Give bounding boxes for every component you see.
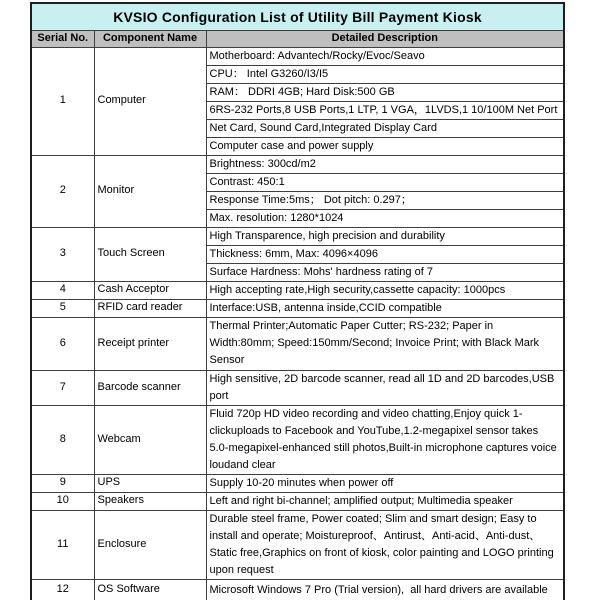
title-row [31,3,564,31]
component-cell: OS Software [94,579,206,600]
table-row [31,370,564,405]
serial-cell: 3 [31,227,94,281]
table-row [31,510,564,579]
detail-cell: CPU： Intel G3260/I3/I5 [206,65,564,83]
detail-cell: Max. resolution: 1280*1024 [206,209,564,227]
column-header-description: Detailed Description [206,31,564,48]
component-cell: Touch Screen [94,227,206,281]
detail-cell: Surface Hardness: Mohs' hardness rating of 7 [206,263,564,281]
table-row [31,492,564,510]
table-row [31,281,564,299]
detail-cell: Durable steel frame, Power coated; Slim and smart design; Easy to install and operate; Moistureproof、Antirust、Anti-acid、Anti-dust、Static free,Graphics on front of kiosk, color painting and LOGO printing upon request [206,510,564,579]
page-title: KVSIO Configuration List of Utility Bill Payment Kiosk [31,3,564,31]
detail-cell: Left and right bi-channel; amplified output; Multimedia speaker [206,492,564,510]
serial-cell: 4 [31,281,94,299]
component-cell: RFID card reader [94,299,206,317]
table-row [31,299,564,317]
detail-cell: Contrast: 450:1 [206,173,564,191]
serial-cell: 9 [31,474,94,492]
detail-cell: Thermal Printer;Automatic Paper Cutter; RS-232; Paper in Width:80mm; Speed:150mm/Second; Invoice Print; with Black Mark Sensor [206,317,564,370]
detail-cell: Interface:USB, antenna inside,CCID compatible [206,299,564,317]
table-row [31,579,564,600]
detail-cell: High sensitive, 2D barcode scanner, read all 1D and 2D barcodes,USB port [206,370,564,405]
detail-cell: Response Time:5ms； Dot pitch: 0.297； [206,191,564,209]
page [0,2,600,600]
detail-cell: RAM： DDRI 4GB; Hard Disk:500 GB [206,83,564,101]
detail-cell: High Transparence, high precision and durability [206,227,564,245]
table-row [31,47,564,65]
component-cell: Webcam [94,405,206,474]
serial-cell: 1 [31,47,94,155]
detail-cell: Brightness: 300cd/m2 [206,155,564,173]
component-cell: UPS [94,474,206,492]
column-header-serial: Serial No. [31,31,94,48]
detail-cell: Computer case and power supply [206,137,564,155]
table-row [31,405,564,474]
serial-cell: 12 [31,579,94,600]
serial-cell: 11 [31,510,94,579]
serial-cell: 2 [31,155,94,227]
table-row [31,227,564,245]
detail-cell: Net Card, Sound Card,Integrated Display Card [206,119,564,137]
component-cell: Enclosure [94,510,206,579]
table-row [31,155,564,173]
serial-cell: 6 [31,317,94,370]
component-cell: Cash Acceptor [94,281,206,299]
component-cell: Computer [94,47,206,155]
component-cell: Barcode scanner [94,370,206,405]
detail-cell: Microsoft Windows 7 Pro (Trial version), all hard drivers are available [206,579,564,600]
table-row [31,474,564,492]
column-header-row [31,31,564,48]
component-cell: Monitor [94,155,206,227]
serial-cell: 10 [31,492,94,510]
detail-cell: Motherboard: Advantech/Rocky/Evoc/Seavo [206,47,564,65]
detail-cell: Fluid 720p HD video recording and video chatting,Enjoy quick 1-clickuploads to Facebook and YouTube,1.2-megapixel sensor takes 5.0-megapixel-enhanced still photos,Built-in microphone captures voice loudand clear [206,405,564,474]
detail-cell: Thickness: 6mm, Max: 4096×4096 [206,245,564,263]
component-cell: Receipt printer [94,317,206,370]
detail-cell: High accepting rate,High security,cassette capacity: 1000pcs [206,281,564,299]
detail-cell: 6RS-232 Ports,8 USB Ports,1 LTP, 1 VGA，1LVDS,1 10/100M Net Port [206,101,564,119]
serial-cell: 5 [31,299,94,317]
serial-cell: 8 [31,405,94,474]
detail-cell: Supply 10-20 minutes when power off [206,474,564,492]
column-header-component: Component Name [94,31,206,48]
component-cell: Speakers [94,492,206,510]
table-row [31,317,564,370]
config-table [30,2,565,600]
serial-cell: 7 [31,370,94,405]
